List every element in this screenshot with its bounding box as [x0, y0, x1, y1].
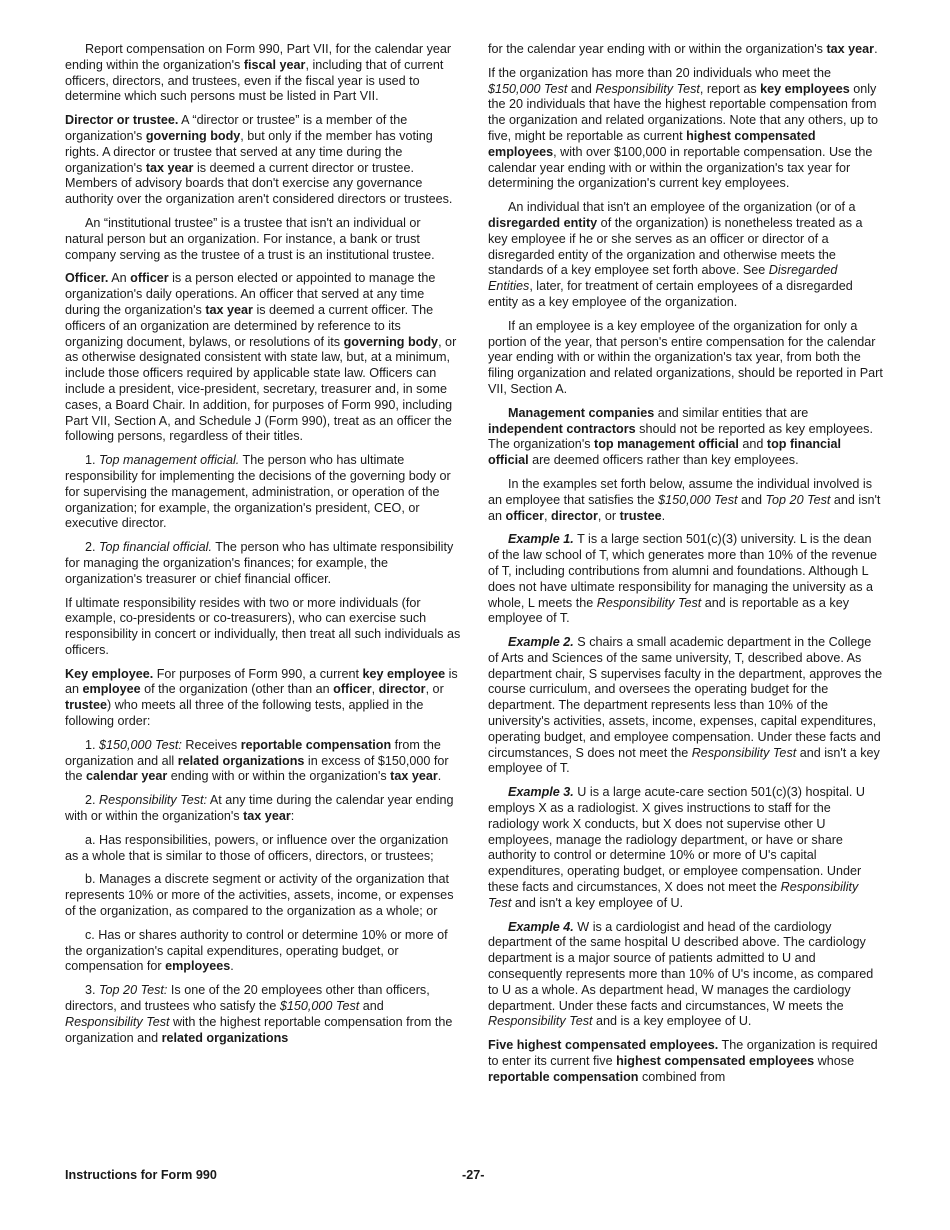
paragraph	[488, 635, 885, 777]
text-run: is deemed a current officer. The officers of an organization are determined by reference to its organizing document, bylaws, or resolutions of its	[65, 302, 434, 349]
emphasis-text: officer	[333, 682, 372, 697]
text-run: An “institutional trustee” is a trustee that isn't an individual or natural person but an organization. For instance, a bank or trust company serving as the trustee of a trust is an institutional trustee.	[65, 215, 435, 262]
emphasis-text: related organizations	[161, 1030, 289, 1045]
paragraph	[65, 833, 462, 865]
text-run: .	[661, 508, 666, 523]
paragraph	[65, 271, 462, 445]
text-run: :	[290, 809, 295, 824]
emphasis-text: Top financial official.	[99, 540, 212, 555]
emphasis-text: director	[378, 682, 426, 697]
text-run: .	[874, 42, 878, 56]
paragraph	[65, 453, 462, 532]
text-run: , or	[597, 508, 620, 523]
emphasis-text: Top 20 Test	[765, 492, 831, 507]
paragraph	[65, 540, 462, 587]
emphasis-text: top financial official	[488, 437, 842, 468]
text-run: , later, for treatment of certain employees of a disregarded entity as a key employee of the organization.	[488, 279, 853, 309]
emphasis-text: fiscal year	[243, 57, 306, 72]
emphasis-text: governing body	[145, 128, 241, 143]
text-run: of the organization (other than an	[140, 682, 334, 697]
paragraph	[65, 983, 462, 1046]
text-run: ending with or within the organization's	[167, 769, 391, 784]
paragraph	[488, 920, 885, 1031]
emphasis-text: tax year	[205, 302, 253, 317]
text-run: and	[567, 81, 596, 96]
text-run: is an	[65, 666, 458, 697]
text-run: , with over $100,000 in reportable compensation. Use the calendar year ending with or within the organization's tax year for determining the organization's current key employees.	[488, 144, 873, 191]
emphasis-text: Responsibility Test	[691, 745, 797, 760]
text-run: and	[738, 437, 767, 452]
emphasis-text: reportable compensation	[240, 737, 392, 752]
text-run: 2.	[85, 793, 100, 808]
text-run: and is reportable as a key employee of T.	[488, 595, 849, 626]
text-run: , or	[425, 682, 444, 697]
text-run: A “director or trustee” is a member of the organization's	[65, 113, 408, 143]
text-run: c. Has or shares authority to control or determine 10% or more of the organization's capital expenditures, operating budget, or compensation for	[65, 927, 448, 974]
text-run: The person who has ultimate responsibility for managing the organization's finances; for example, the organization's treasurer or chief financial officer.	[65, 540, 454, 586]
paragraph	[65, 596, 462, 659]
paragraph	[488, 42, 885, 58]
paragraph	[65, 738, 462, 785]
paragraph	[488, 406, 885, 469]
text-run: and isn't a key employee of T.	[488, 745, 880, 776]
emphasis-text: Responsibility Test:	[99, 793, 208, 808]
text-run: Report compensation on Form 990, Part VII, for the calendar year ending within the organization's	[65, 42, 452, 72]
text-run: 1.	[85, 737, 100, 752]
emphasis-text: Responsibility Test	[488, 880, 859, 910]
emphasis-text: tax year	[243, 809, 291, 824]
text-run: with the highest reportable compensation from the organization and	[65, 1014, 453, 1045]
text-run: ,	[544, 508, 552, 523]
text-run: If ultimate responsibility resides with two or more individuals (for example, co-presidents or co-treasurers), who can exercise such responsibility in concert or individually, then treat all such individuals as officers.	[65, 595, 461, 657]
emphasis-text: highest compensated employees	[616, 1054, 815, 1069]
emphasis-text: Example 2.	[508, 635, 574, 650]
emphasis-text: related organizations	[177, 753, 305, 768]
text-run: and isn't a key employee of U.	[511, 895, 684, 910]
right-column	[488, 42, 885, 1094]
emphasis-text: Example 3.	[508, 785, 574, 800]
text-run: In the examples set forth below, assume the individual involved is an employee that satisfies the	[488, 476, 873, 507]
paragraph	[65, 667, 462, 730]
text-run: is a person elected or appointed to manage the organization's daily operations. An officer that served at any time during the organization's	[65, 271, 436, 317]
paragraph	[488, 1038, 885, 1085]
text-run: If the organization has more than 20 individuals who meet the	[488, 65, 832, 80]
text-run: 2.	[85, 540, 100, 555]
paragraph	[65, 113, 462, 208]
text-run: a. Has responsibilities, powers, or influence over the organization as a whole that is similar to those of officers, directors, or trustees;	[65, 832, 449, 863]
text-run: and	[359, 999, 384, 1014]
text-run: If an employee is a key employee of the organization for only a portion of the year, that person's entire compensation for the calendar year ending with or within the organization's tax year, from both the filing organization and related organizations, should be reported in Part VII, Section A.	[488, 318, 883, 396]
text-run: T is a large section 501(c)(3) university. L is the dean of the law school of T, which generates more than 10% of the revenue of T, including contributions from alumni and foundations. Although L does not have ultimate responsibility for managing the university as a whole, L meets the	[488, 532, 878, 610]
emphasis-text: Officer.	[65, 271, 109, 286]
text-run: ,	[371, 682, 379, 697]
emphasis-text: independent contractors	[488, 421, 636, 436]
emphasis-text: director	[551, 508, 598, 523]
emphasis-text: key employees	[760, 81, 850, 96]
text-run: b. Manages a discrete segment or activity of the organization that represents 10% or more of the activities, assets, income, or expenses of the organization, as compared to the organization as a whole; or	[65, 872, 454, 919]
text-run: The person who has ultimate responsibility for implementing the decisions of the governing body or for supervising the management, administration, or operation of the organization; for example, the organization's president, CEO, or executive director.	[65, 453, 451, 531]
emphasis-text: trustee	[65, 698, 107, 713]
emphasis-text: disregarded entity	[488, 215, 598, 230]
emphasis-text: tax year	[390, 769, 438, 784]
text-run: only the 20 individuals that have the highest reportable compensation from the organization and related organizations. Note that any others, up to five, might be reportable as current	[488, 81, 878, 143]
text-run: and similar entities that are	[654, 405, 809, 420]
emphasis-text: Responsibility Test	[65, 1014, 170, 1029]
emphasis-text: $150,000 Test	[658, 492, 738, 507]
emphasis-text: $150,000 Test:	[99, 737, 182, 752]
paragraph	[488, 532, 885, 627]
text-run: U is a large acute-care section 501(c)(3) hospital. U employs X as a radiologist. X gives instructions to staff for the radiology work X conducts, but X does not supervise other U employees, manage the radiology department, or have or share authority to control or determine 10% or more of U's capital expenditures, operating budget, or employee compensation. Under these facts and circumstances, X does not meet the	[488, 785, 865, 895]
paragraph	[488, 785, 885, 911]
text-run: 1.	[85, 453, 100, 468]
emphasis-text: Example 4.	[508, 919, 574, 934]
emphasis-text: calendar year	[86, 769, 168, 784]
paragraph	[488, 477, 885, 524]
emphasis-text: Top management official.	[99, 453, 240, 468]
paragraph	[488, 319, 885, 398]
emphasis-text: tax year	[145, 160, 194, 175]
text-run: combined from	[638, 1069, 726, 1084]
emphasis-text: Top 20 Test:	[99, 983, 168, 998]
emphasis-text: Director or trustee.	[65, 113, 179, 128]
emphasis-text: governing body	[343, 334, 439, 349]
text-run: The organization is required to enter its current five	[488, 1038, 878, 1069]
text-run: An	[108, 271, 131, 286]
text-run: should not be reported as key employees. The organization's	[488, 421, 873, 452]
emphasis-text: $150,000 Test	[488, 81, 568, 96]
paragraph	[488, 200, 885, 311]
text-run: of the organization) is nonetheless treated as a key employee if he or she serves as an officer or director of a disregarded entity of the organization and otherwise meets the standards of a key employee set forth above. See	[488, 215, 863, 278]
emphasis-text: officer	[130, 271, 169, 286]
emphasis-text: Key employee.	[65, 666, 154, 681]
text-run: whose	[814, 1054, 855, 1069]
text-run: W is a cardiologist and head of the cardiology department of the same hospital U described above. The cardiology department is a major source of patients admitted to U and consequently represents more than 10% of U's income, as compared to U as a whole. As department head, W manages the cardiology department. Under these facts and circumstances, W meets the	[488, 919, 874, 1013]
paragraph	[65, 928, 462, 975]
text-run: from the organization and all	[65, 737, 441, 768]
text-run: is deemed a current director or trustee. Members of advisory boards that don't exercise any governance authority over the organization aren't considered directors or trustees.	[65, 160, 453, 207]
emphasis-text: top management official	[594, 437, 739, 452]
emphasis-text: tax year	[826, 42, 875, 56]
text-run: .	[230, 959, 234, 974]
text-run: are deemed officers rather than key employees.	[528, 453, 799, 468]
emphasis-text: employee	[82, 682, 141, 697]
emphasis-text: Five highest compensated employees.	[488, 1038, 719, 1053]
emphasis-text: Disregarded Entities	[488, 263, 838, 294]
text-run: At any time during the calendar year ending with or within the organization's	[65, 793, 454, 824]
emphasis-text: Management companies	[508, 405, 655, 420]
paragraph	[488, 66, 885, 192]
emphasis-text: Responsibility Test	[595, 81, 700, 96]
text-run: and is a key employee of U.	[592, 1014, 752, 1029]
emphasis-text: Example 1.	[508, 532, 574, 547]
emphasis-text: key employee	[362, 666, 446, 681]
text-run: Receives	[181, 737, 241, 752]
emphasis-text: highest compensated employees	[488, 128, 816, 159]
text-run: Is one of the 20 employees other than officers, directors, and trustees who satisfy the	[65, 983, 430, 1014]
paragraph	[65, 42, 462, 105]
page-number: -27-	[462, 1168, 485, 1182]
text-run: , but only if the member has voting rights. A director or trustee that served at any time during the organization's	[65, 128, 433, 175]
footer-title: Instructions for Form 990	[65, 1168, 217, 1182]
text-run: and isn't an	[488, 492, 881, 523]
emphasis-text: $150,000 Test	[279, 999, 360, 1014]
paragraph	[65, 216, 462, 263]
emphasis-text: officer	[505, 508, 545, 523]
emphasis-text: employees	[165, 959, 231, 974]
text-run: .	[437, 769, 442, 784]
paragraph	[65, 793, 462, 825]
text-run: ) who meets all three of the following tests, applied in the following order:	[65, 698, 424, 729]
text-run: in excess of $150,000 for the	[65, 753, 449, 784]
emphasis-text: trustee	[619, 508, 662, 523]
text-run: For purposes of Form 990, a current	[153, 666, 363, 681]
text-run: 3.	[85, 983, 100, 998]
left-column	[65, 42, 462, 1054]
emphasis-text: reportable compensation	[488, 1069, 639, 1084]
text-run: S chairs a small academic department in the College of Arts and Sciences of the same university, T, described above. As department chair, S supervises faculty in the department, approves the course curriculum, and oversees the operating budget for the department. The department represents less than 10% of the university's activities, assets, income, expenses, capital expenditures, operating budget, and employee compensation. Under these facts and circumstances, S does not meet the	[488, 635, 883, 760]
text-run: for the calendar year ending with or within the organization's	[488, 42, 827, 56]
text-run: An individual that isn't an employee of the organization (or of a	[508, 200, 856, 215]
text-run: , report as	[699, 81, 761, 96]
text-run: and	[737, 492, 766, 507]
text-run: , or as otherwise designated consistent with state law, but, at a minimum, include those officers required by applicable state law. Officers can include a president, vice-president, secretary, treasurer and, in some cases, a Board Chair. In addition, for purposes of Form 990, including Part VII, Section A, and Schedule J (Form 990), treat as an officer the following persons, regardless of their titles.	[65, 334, 457, 444]
text-run: , including that of current officers, directors, and trustees, even if the fiscal year is used to determine which such persons must be listed in Part VII.	[65, 57, 444, 104]
paragraph	[65, 872, 462, 919]
emphasis-text: Responsibility Test	[488, 1014, 593, 1029]
emphasis-text: Responsibility Test	[596, 595, 702, 610]
